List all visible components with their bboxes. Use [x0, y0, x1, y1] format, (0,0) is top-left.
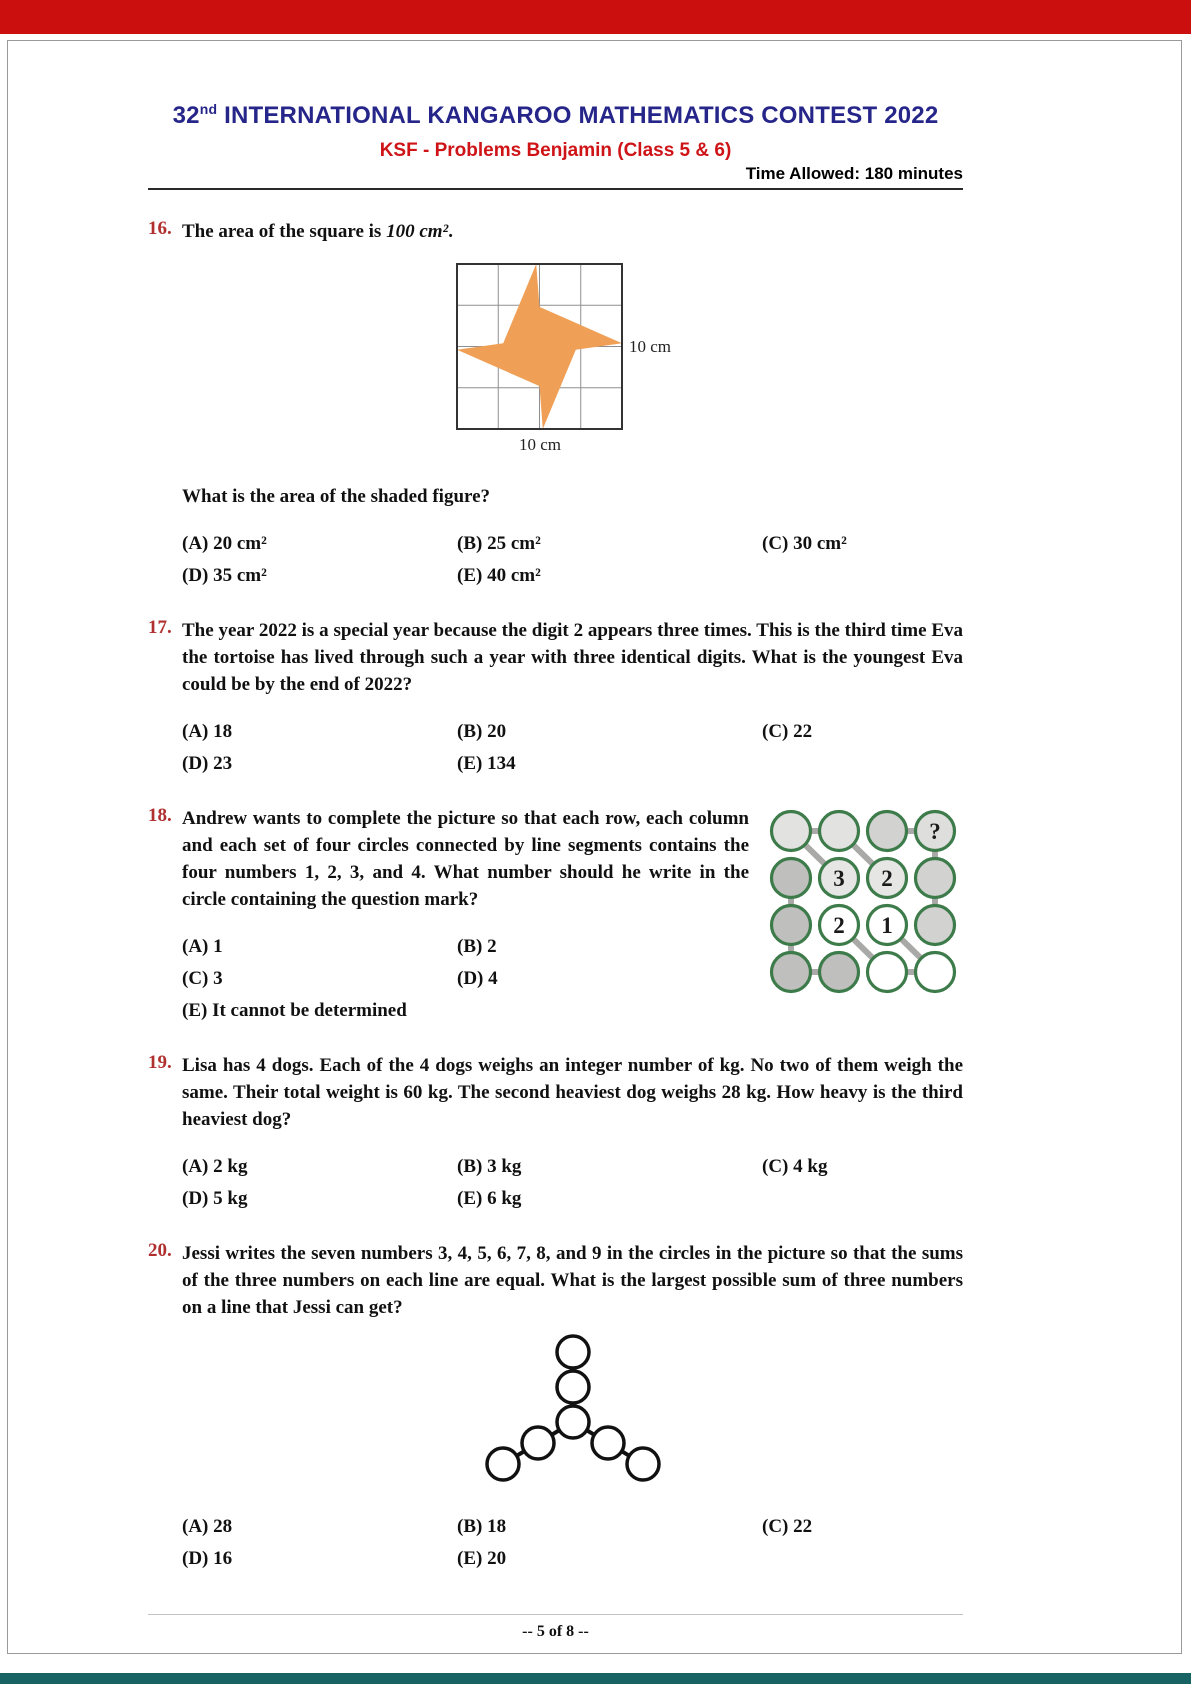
option-a: (A) 18: [182, 721, 233, 742]
option-d: (D) 16: [182, 1548, 233, 1569]
question-19: [148, 1052, 963, 1212]
grid-circles: [772, 812, 955, 992]
page-number: -- 5 of 8 --: [522, 1623, 589, 1640]
question-16-options: [182, 530, 963, 589]
header-rule: [148, 188, 963, 190]
option-b: (B) 3 kg: [457, 1156, 522, 1177]
question-19-options: [182, 1153, 963, 1212]
page-content: [148, 41, 963, 1641]
question-16-period: .: [448, 221, 453, 242]
option-e: (E) 6 kg: [457, 1188, 522, 1209]
option-a: (A) 1: [182, 936, 223, 957]
question-20-options: [182, 1513, 963, 1572]
option-c: (C) 22: [762, 721, 813, 742]
square-bottom-label: 10 cm: [518, 435, 561, 454]
contest-title-text: INTERNATIONAL KANGAROO MATHEMATICS CONTEST 2022: [217, 102, 939, 129]
option-c: (C) 22: [762, 1516, 813, 1537]
grid-connectors: [791, 831, 935, 972]
grid-number-2b: 2: [833, 913, 845, 938]
grid-number-3: 3: [833, 866, 845, 891]
option-b: (B) 2: [457, 936, 497, 957]
circle-grid-figure: [767, 807, 963, 1004]
contest-title-ordinal: nd: [199, 101, 218, 117]
option-e: (E) 20: [457, 1548, 507, 1569]
option-d: (D) 5 kg: [182, 1188, 248, 1209]
option-d: (D) 4: [457, 968, 498, 989]
footer-rule: [148, 1614, 963, 1615]
question-18-body: [182, 805, 963, 1024]
circle-grid-svg: [767, 807, 963, 996]
y-circles-svg: [458, 1331, 688, 1485]
time-allowed: Time Allowed: 180 minutes: [745, 164, 963, 183]
question-16-text: [182, 218, 963, 245]
question-16: [148, 218, 963, 589]
option-a: (A) 20 cm²: [182, 533, 267, 554]
option-c: (C) 3: [182, 968, 223, 989]
paper-subtitle: KSF - Problems Benjamin (Class 5 & 6): [379, 140, 732, 161]
question-19-body: [182, 1052, 963, 1212]
grid-question-mark: ?: [929, 819, 941, 844]
option-e: (E) 134: [457, 753, 516, 774]
exam-header: [148, 101, 963, 190]
option-c: (C) 30 cm²: [762, 533, 847, 554]
option-b: (B) 20: [457, 721, 507, 742]
square-figure: [182, 259, 963, 467]
question-17-body: [182, 617, 963, 777]
question-20: [148, 1240, 963, 1572]
y-circles: [487, 1336, 659, 1480]
page-sheet: [7, 40, 1182, 1654]
question-17: [148, 617, 963, 777]
question-16-math: 100 cm²: [386, 221, 449, 242]
question-17-text: The year 2022 is a special year because the digit 2 appears three times. This is the third time Eva the tortoise has lived through such a year with three identical digits. What is the youngest Eva could be by the end of 2022?: [182, 620, 963, 695]
question-16-subquestion: What is the area of the shaded figure?: [182, 486, 491, 507]
option-d: (D) 23: [182, 753, 233, 774]
option-d: (D) 35 cm²: [182, 565, 267, 586]
top-banner: [0, 0, 1191, 34]
question-19-text: Lisa has 4 dogs. Each of the 4 dogs weighs an integer number of kg. No two of them weigh the same. Their total weight is 60 kg. The second heaviest dog weighs 28 kg. How heavy is the third heaviest dog?: [182, 1055, 963, 1130]
question-16-lead: The area of the square is: [182, 221, 387, 242]
option-e: (E) It cannot be determined: [182, 1000, 407, 1021]
option-e: (E) 40 cm²: [457, 565, 541, 586]
grid-number-1: 1: [881, 913, 893, 938]
y-circles-figure: [182, 1331, 963, 1493]
contest-title: [148, 101, 963, 130]
question-19-number: 19.: [148, 1052, 172, 1073]
question-20-number: 20.: [148, 1240, 172, 1261]
question-17-options: [182, 718, 963, 777]
option-b: (B) 18: [457, 1516, 507, 1537]
question-18-number: 18.: [148, 805, 172, 826]
contest-title-number: 32: [172, 102, 200, 129]
question-16-number: 16.: [148, 218, 172, 239]
grid-number-2a: 2: [881, 866, 893, 891]
question-18-text: Andrew wants to complete the picture so that each row, each column and each set of four circles connected by line segments contains the four numbers 1, 2, 3, and 4. What number should he write in the circle containing the question mark?: [182, 808, 749, 910]
question-17-number: 17.: [148, 617, 172, 638]
question-18-options: [182, 933, 749, 1024]
option-a: (A) 28: [182, 1516, 233, 1537]
option-c: (C) 4 kg: [762, 1156, 828, 1177]
question-16-body: [182, 218, 963, 589]
bottom-banner: [0, 1673, 1191, 1684]
question-20-body: [182, 1240, 963, 1572]
square-figure-svg: [447, 259, 699, 459]
question-20-text: Jessi writes the seven numbers 3, 4, 5, 6, 7, 8, and 9 in the circles in the picture so that the sums of the three numbers on each line are equal. What is the largest possible sum of three numbers on a line that Jessi can get?: [182, 1243, 963, 1318]
page-footer: [148, 1614, 963, 1641]
square-right-label: 10 cm: [628, 337, 671, 356]
question-18: [148, 805, 963, 1024]
option-a: (A) 2 kg: [182, 1156, 248, 1177]
option-b: (B) 25 cm²: [457, 533, 541, 554]
